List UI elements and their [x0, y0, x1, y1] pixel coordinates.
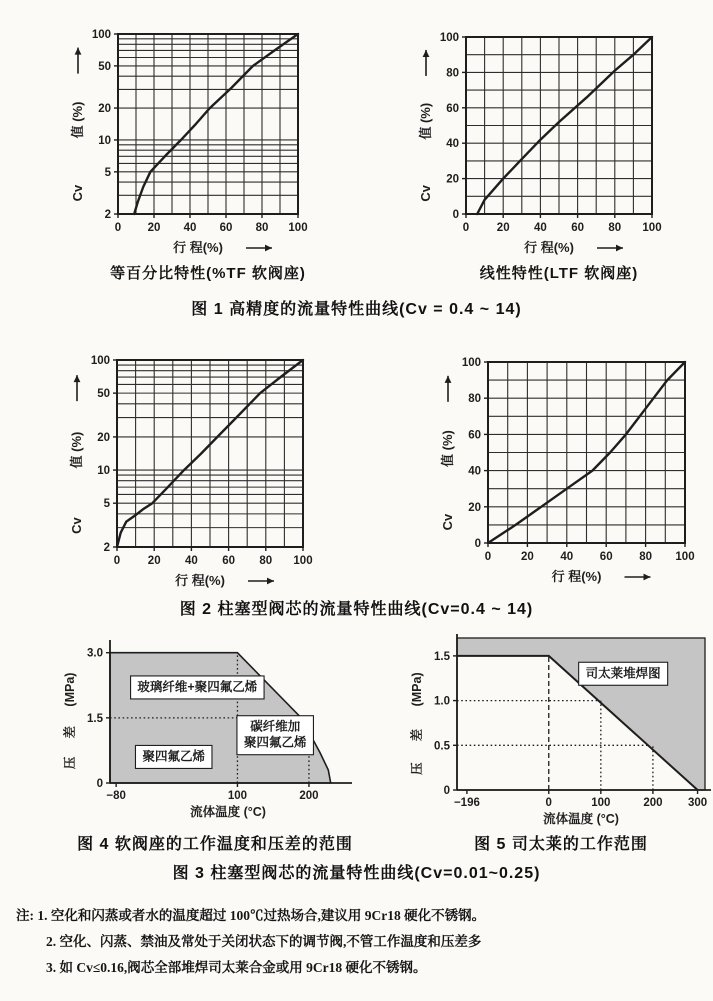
- svg-text:0: 0: [114, 222, 122, 234]
- svg-text:Cv: Cv: [69, 517, 84, 534]
- svg-text:5: 5: [104, 166, 111, 179]
- figure3-caption: 图 3 柱塞型阀芯的流量特性曲线(Cv=0.01~0.25): [172, 865, 541, 882]
- svg-text:60: 60: [446, 102, 459, 115]
- svg-text:40: 40: [446, 138, 459, 151]
- svg-text:0: 0: [443, 785, 450, 797]
- svg-text:60: 60: [222, 555, 235, 567]
- svg-text:压: 压: [63, 756, 77, 770]
- svg-text:100: 100: [91, 29, 111, 41]
- svg-text:100: 100: [642, 222, 662, 234]
- footnotes: [16, 903, 705, 981]
- figure4-caption: 图 4 软阀座的工作温度和压差的范围: [77, 836, 353, 853]
- svg-text:100: 100: [293, 555, 313, 567]
- svg-text:100: 100: [461, 357, 481, 369]
- svg-text:100: 100: [591, 797, 611, 809]
- svg-text:0: 0: [545, 797, 552, 809]
- soft-seat-operating-range-chart: [54, 628, 406, 835]
- svg-text:0: 0: [474, 538, 481, 550]
- svg-text:20: 20: [98, 103, 111, 116]
- svg-text:Cv: Cv: [440, 513, 455, 531]
- figure5-caption: 图 5 司太莱的工作范围: [474, 836, 648, 853]
- svg-text:80: 80: [259, 555, 273, 567]
- notes-label: 注:: [16, 908, 38, 923]
- svg-text:值 (%): 值 (%): [70, 101, 85, 139]
- svg-text:20: 20: [468, 501, 481, 514]
- svg-text:行 程(%): 行 程(%): [175, 573, 225, 588]
- svg-text:100: 100: [675, 551, 695, 563]
- svg-text:5: 5: [103, 498, 110, 511]
- svg-text:200: 200: [643, 797, 663, 809]
- svg-text:1.5: 1.5: [434, 650, 450, 663]
- svg-text:100: 100: [288, 222, 308, 234]
- svg-text:流体温度 (°C): 流体温度 (°C): [190, 805, 266, 819]
- svg-text:20: 20: [147, 222, 161, 234]
- svg-text:60: 60: [468, 429, 481, 442]
- svg-text:20: 20: [97, 431, 110, 444]
- plug-type-linear-chart: [426, 342, 713, 607]
- svg-text:80: 80: [255, 222, 269, 234]
- svg-text:100: 100: [90, 355, 110, 367]
- svg-text:10: 10: [97, 465, 110, 478]
- linear-characteristic-caption: 线性特性(LTF 软阀座): [479, 265, 639, 282]
- svg-text:80: 80: [446, 67, 459, 80]
- footnote-2: 2. 空化、闪蒸、禁油及常处于关闭状态下的调节阀,不管工作温度和压差多: [46, 934, 482, 949]
- svg-text:200: 200: [299, 790, 319, 802]
- svg-text:10: 10: [98, 134, 111, 147]
- equal-percentage-caption: 等百分比特性(%TF 软阀座): [110, 265, 306, 282]
- svg-text:40: 40: [185, 555, 198, 567]
- svg-text:碳纤维加: 碳纤维加: [250, 719, 301, 734]
- svg-text:50: 50: [98, 60, 111, 73]
- svg-text:玻璃纤维+聚四氟乙烯: 玻璃纤维+聚四氟乙烯: [137, 679, 258, 694]
- svg-text:司太莱堆焊图: 司太莱堆焊图: [585, 666, 661, 681]
- svg-text:60: 60: [571, 222, 584, 234]
- svg-text:80: 80: [468, 393, 481, 406]
- svg-text:行 程(%): 行 程(%): [524, 240, 574, 255]
- svg-text:60: 60: [219, 222, 233, 234]
- svg-text:值 (%): 值 (%): [418, 102, 433, 140]
- svg-text:(MPa): (MPa): [410, 672, 424, 707]
- svg-text:40: 40: [534, 222, 547, 234]
- svg-text:20: 20: [496, 222, 510, 234]
- svg-text:Cv: Cv: [70, 184, 85, 202]
- svg-text:40: 40: [183, 222, 197, 234]
- footnote-1: 注: 1. 空化和闪蒸或者水的温度超过 100℃过热场合,建议用 9Cr18 硬化不锈钢。: [16, 908, 486, 923]
- svg-text:0: 0: [452, 209, 459, 221]
- svg-text:20: 20: [147, 555, 161, 567]
- figure1-caption: 图 1 高精度的流量特性曲线(Cv = 0.4 ~ 14): [191, 301, 522, 318]
- svg-text:50: 50: [97, 388, 110, 401]
- svg-text:80: 80: [608, 222, 622, 234]
- svg-text:2: 2: [104, 209, 111, 221]
- plug-type-log-chart: [60, 342, 370, 607]
- svg-text:压: 压: [410, 762, 424, 775]
- svg-text:40: 40: [560, 551, 574, 563]
- svg-text:3.0: 3.0: [87, 647, 103, 660]
- svg-text:流体温度 (°C): 流体温度 (°C): [543, 812, 619, 826]
- svg-text:差: 差: [63, 726, 77, 739]
- svg-text:值 (%): 值 (%): [69, 431, 84, 469]
- svg-text:20: 20: [446, 173, 459, 186]
- svg-text:1.0: 1.0: [434, 695, 450, 708]
- svg-text:2: 2: [103, 542, 110, 554]
- svg-text:0: 0: [96, 778, 103, 790]
- svg-text:行 程(%): 行 程(%): [173, 240, 223, 255]
- svg-text:−80: −80: [106, 790, 126, 802]
- svg-text:80: 80: [639, 551, 652, 563]
- figure2-caption: 图 2 柱塞型阀芯的流量特性曲线(Cv=0.4 ~ 14): [179, 601, 534, 618]
- svg-text:行 程(%): 行 程(%): [551, 569, 602, 584]
- svg-text:60: 60: [599, 551, 613, 563]
- footnote-3: 3. 如 Cv≤0.16,阀芯全部堆焊司太莱合金或用 9Cr18 硬化不锈钢。: [46, 960, 427, 975]
- svg-text:1.5: 1.5: [87, 712, 103, 725]
- svg-text:100: 100: [227, 790, 248, 802]
- svg-text:0.5: 0.5: [434, 740, 450, 753]
- svg-text:聚四氟乙烯: 聚四氟乙烯: [243, 735, 307, 750]
- svg-text:(MPa): (MPa): [63, 672, 77, 707]
- svg-text:Cv: Cv: [418, 184, 433, 202]
- svg-text:0: 0: [113, 555, 121, 567]
- equal-percentage-characteristic-chart: [60, 14, 370, 279]
- svg-text:0: 0: [462, 222, 470, 234]
- svg-text:值 (%): 值 (%): [440, 430, 455, 467]
- svg-text:100: 100: [439, 32, 459, 44]
- svg-text:聚四氟乙烯: 聚四氟乙烯: [142, 749, 205, 764]
- svg-text:20: 20: [521, 551, 534, 563]
- svg-text:−196: −196: [453, 797, 480, 809]
- stellite-operating-range-chart: [400, 626, 713, 837]
- svg-text:40: 40: [468, 465, 481, 478]
- svg-text:0: 0: [484, 551, 492, 563]
- svg-text:差: 差: [410, 728, 424, 742]
- linear-characteristic-chart: [406, 14, 713, 279]
- svg-text:300: 300: [687, 797, 708, 809]
